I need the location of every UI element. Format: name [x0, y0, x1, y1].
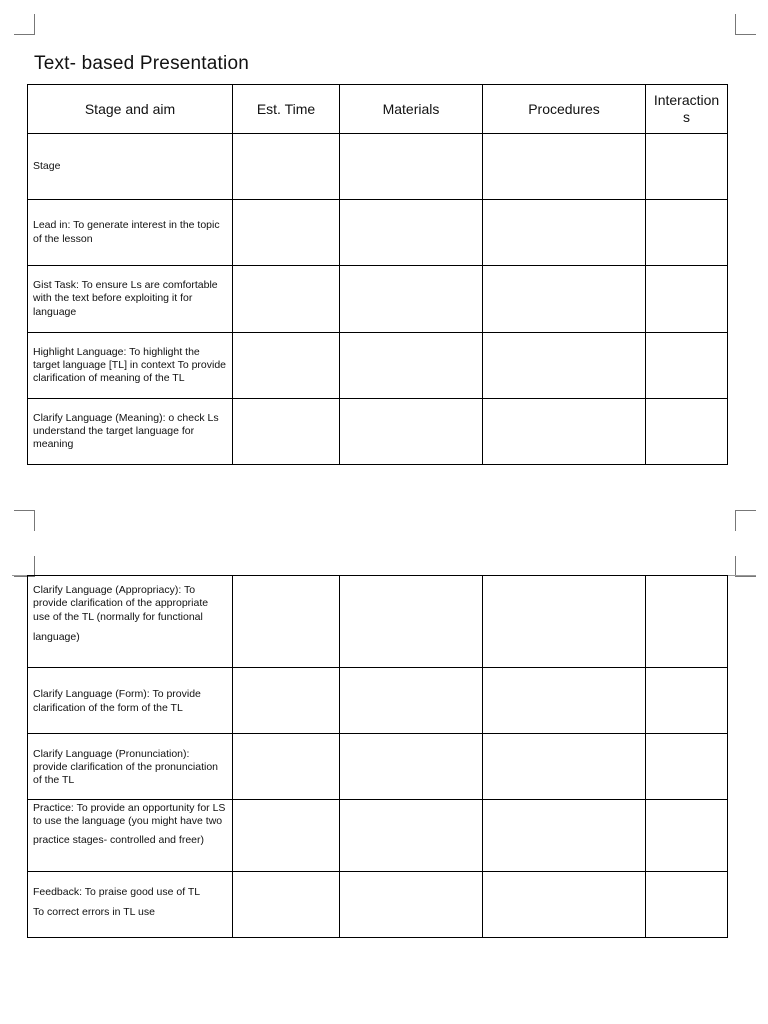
time-cell[interactable] [233, 872, 340, 938]
lesson-plan-table [27, 84, 728, 465]
table-row [28, 734, 728, 800]
interactions-cell[interactable] [646, 399, 728, 465]
time-cell[interactable] [233, 266, 340, 333]
crop-mark-top-right [735, 14, 756, 35]
materials-cell[interactable] [340, 200, 483, 266]
stage-text: Practice: To provide an opportunity for LS to use the language (you might have two [33, 802, 226, 828]
stage-cell: Lead in: To generate interest in the topic of the lesson [28, 200, 233, 266]
time-cell[interactable] [233, 668, 340, 734]
interactions-cell[interactable] [646, 266, 728, 333]
procedures-cell[interactable] [483, 800, 646, 872]
materials-cell[interactable] [340, 576, 483, 668]
materials-cell[interactable] [340, 668, 483, 734]
table-row [28, 333, 728, 399]
stage-text: Feedback: To praise good use of TL [33, 886, 201, 898]
crop-mark-page2-top-right [735, 556, 756, 577]
procedures-cell[interactable] [483, 134, 646, 200]
time-cell[interactable] [233, 734, 340, 800]
stage-cell [28, 800, 233, 872]
table-row [28, 576, 728, 668]
table-row [28, 800, 728, 872]
interactions-cell[interactable] [646, 872, 728, 938]
header-procedures: Procedures [483, 85, 646, 134]
stage-text: Clarify Language (Appropriacy): To provide clarification of the appropriate use of the TL (normally for functional [33, 584, 209, 623]
crop-mark-page2-top-left [14, 556, 35, 577]
procedures-cell[interactable] [483, 399, 646, 465]
time-cell[interactable] [233, 800, 340, 872]
materials-cell[interactable] [340, 734, 483, 800]
stage-text-continued: To correct errors in TL use [33, 906, 155, 919]
interactions-cell[interactable] [646, 576, 728, 668]
interactions-cell[interactable] [646, 734, 728, 800]
document-title: Text- based Presentation [34, 53, 249, 74]
stage-cell: Clarify Language (Meaning): o check Ls understand the target language for meaning [28, 399, 233, 465]
procedures-cell[interactable] [483, 872, 646, 938]
stage-cell: Highlight Language: To highlight the target language [TL] in context To provide clarification of meaning of the TL [28, 333, 233, 399]
crop-mark-top-left [14, 14, 35, 35]
header-interactions: Interaction s [646, 85, 728, 134]
header-est-time: Est. Time [233, 85, 340, 134]
table-row [28, 399, 728, 465]
stage-cell: Gist Task: To ensure Ls are comfortable with the text before exploiting it for language [28, 266, 233, 333]
lesson-plan-table-continued [27, 575, 728, 938]
time-cell[interactable] [233, 134, 340, 200]
stage-text: Clarify Language (Form): To provide clarification of the form of the TL [33, 688, 201, 714]
materials-cell[interactable] [340, 333, 483, 399]
header-materials: Materials [340, 85, 483, 134]
procedures-cell[interactable] [483, 266, 646, 333]
stage-cell [28, 576, 233, 668]
interactions-cell[interactable] [646, 668, 728, 734]
procedures-cell[interactable] [483, 668, 646, 734]
interactions-cell[interactable] [646, 134, 728, 200]
stage-cell [28, 668, 233, 734]
time-cell[interactable] [233, 333, 340, 399]
stage-cell [28, 872, 233, 938]
table-header-row [28, 85, 728, 134]
table-row [28, 872, 728, 938]
crop-mark-bottom-right [735, 510, 756, 531]
interactions-cell[interactable] [646, 333, 728, 399]
time-cell[interactable] [233, 200, 340, 266]
stage-text-continued: practice stages- controlled and freer) [33, 833, 204, 846]
crop-mark-bottom-left [14, 510, 35, 531]
table-row [28, 134, 728, 200]
interactions-cell[interactable] [646, 200, 728, 266]
stage-cell: Stage [28, 134, 233, 200]
header-stage-and-aim: Stage and aim [28, 85, 233, 134]
time-cell[interactable] [233, 576, 340, 668]
stage-cell [28, 734, 233, 800]
table-row [28, 266, 728, 333]
materials-cell[interactable] [340, 872, 483, 938]
procedures-cell[interactable] [483, 734, 646, 800]
procedures-cell[interactable] [483, 576, 646, 668]
interactions-cell[interactable] [646, 800, 728, 872]
time-cell[interactable] [233, 399, 340, 465]
procedures-cell[interactable] [483, 333, 646, 399]
materials-cell[interactable] [340, 800, 483, 872]
materials-cell[interactable] [340, 134, 483, 200]
stage-text: Clarify Language (Pronunciation): provide clarification of the pronunciation of the TL [33, 747, 219, 787]
table-row [28, 200, 728, 266]
procedures-cell[interactable] [483, 200, 646, 266]
table-row [28, 668, 728, 734]
materials-cell[interactable] [340, 266, 483, 333]
materials-cell[interactable] [340, 399, 483, 465]
stage-text-continued: language) [33, 630, 80, 643]
